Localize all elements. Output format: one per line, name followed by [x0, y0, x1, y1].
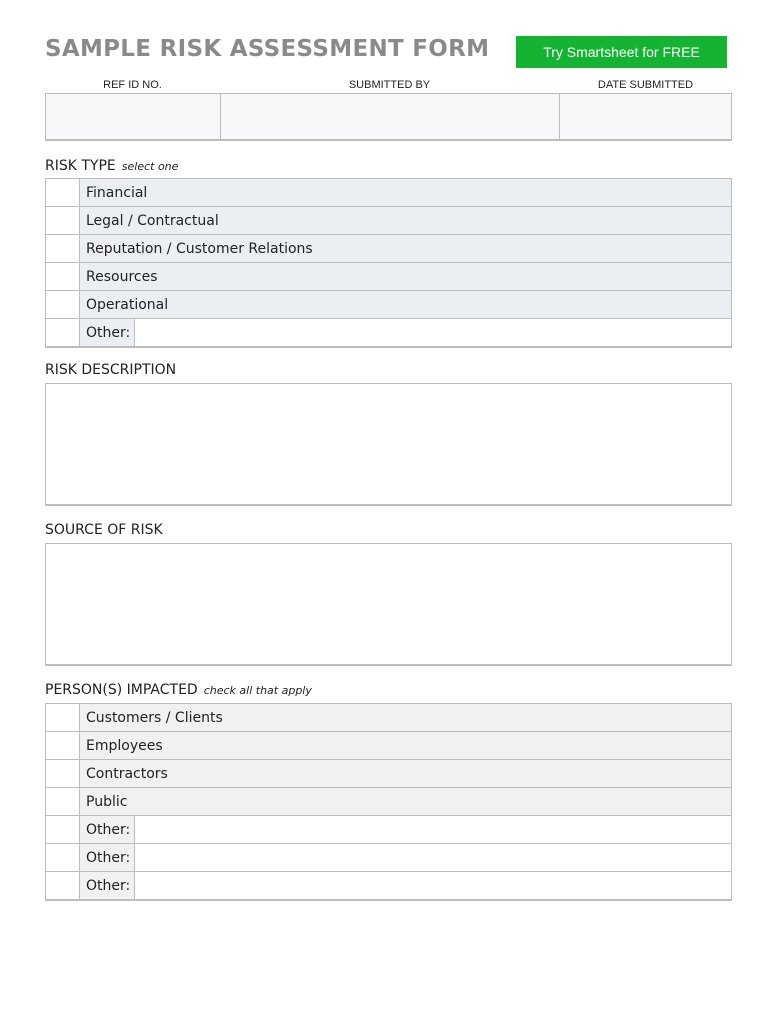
persons-other-input[interactable] — [135, 872, 731, 899]
submitted-by-label: SUBMITTED BY — [348, 79, 431, 91]
persons-other-checkbox[interactable] — [46, 844, 80, 871]
risk-type-checkbox[interactable] — [46, 179, 80, 206]
risk-type-table — [45, 178, 732, 348]
persons-checkbox[interactable] — [46, 732, 80, 759]
risk-type-row — [46, 291, 731, 319]
persons-option: Contractors — [80, 760, 731, 787]
persons-impacted-table — [45, 703, 732, 901]
risk-type-option: Resources — [80, 263, 731, 290]
risk-type-checkbox[interactable] — [46, 263, 80, 290]
persons-other-checkbox[interactable] — [46, 816, 80, 843]
risk-type-heading — [45, 158, 178, 174]
risk-type-other-input[interactable] — [135, 319, 731, 346]
page-title: SAMPLE RISK ASSESSMENT FORM — [45, 36, 490, 62]
persons-row — [46, 704, 731, 732]
risk-type-row — [46, 179, 731, 207]
persons-impacted-heading — [45, 682, 312, 698]
risk-type-row — [46, 207, 731, 235]
persons-checkbox[interactable] — [46, 704, 80, 731]
persons-other-input[interactable] — [135, 816, 731, 843]
submitted-by-field[interactable] — [221, 94, 560, 139]
persons-row — [46, 788, 731, 816]
risk-type-row — [46, 235, 731, 263]
risk-type-row — [46, 263, 731, 291]
risk-type-other-checkbox[interactable] — [46, 319, 80, 346]
risk-type-label: RISK TYPE — [45, 158, 116, 174]
risk-type-other-label: Other: — [80, 319, 135, 346]
persons-row — [46, 732, 731, 760]
risk-type-hint: select one — [121, 160, 179, 173]
date-submitted-field[interactable] — [560, 94, 731, 139]
persons-impacted-hint: check all that apply — [203, 684, 312, 697]
persons-other-checkbox[interactable] — [46, 872, 80, 899]
date-submitted-label: DATE SUBMITTED — [597, 79, 694, 91]
header-fields — [45, 93, 732, 141]
source-of-risk-field[interactable] — [45, 543, 732, 666]
persons-other-input[interactable] — [135, 844, 731, 871]
try-smartsheet-button[interactable]: Try Smartsheet for FREE — [516, 36, 727, 68]
persons-row — [46, 760, 731, 788]
risk-description-label: RISK DESCRIPTION — [45, 362, 177, 378]
risk-type-option: Financial — [80, 179, 731, 206]
source-of-risk-label: SOURCE OF RISK — [45, 522, 163, 538]
risk-type-option: Reputation / Customer Relations — [80, 235, 731, 262]
risk-type-checkbox[interactable] — [46, 207, 80, 234]
risk-type-checkbox[interactable] — [46, 235, 80, 262]
persons-checkbox[interactable] — [46, 788, 80, 815]
persons-other-row — [46, 872, 731, 899]
persons-option: Public — [80, 788, 731, 815]
persons-other-label: Other: — [80, 872, 135, 899]
risk-type-checkbox[interactable] — [46, 291, 80, 318]
persons-other-label: Other: — [80, 816, 135, 843]
risk-description-field[interactable] — [45, 383, 732, 506]
persons-other-row — [46, 816, 731, 844]
risk-type-option: Operational — [80, 291, 731, 318]
risk-type-option: Legal / Contractual — [80, 207, 731, 234]
persons-checkbox[interactable] — [46, 760, 80, 787]
ref-id-field[interactable] — [46, 94, 221, 139]
ref-id-label: REF ID NO. — [103, 79, 162, 91]
persons-other-row — [46, 844, 731, 872]
persons-other-label: Other: — [80, 844, 135, 871]
risk-type-other-row — [46, 319, 731, 346]
persons-option: Employees — [80, 732, 731, 759]
persons-impacted-label: PERSON(S) IMPACTED — [45, 682, 198, 698]
persons-option: Customers / Clients — [80, 704, 731, 731]
